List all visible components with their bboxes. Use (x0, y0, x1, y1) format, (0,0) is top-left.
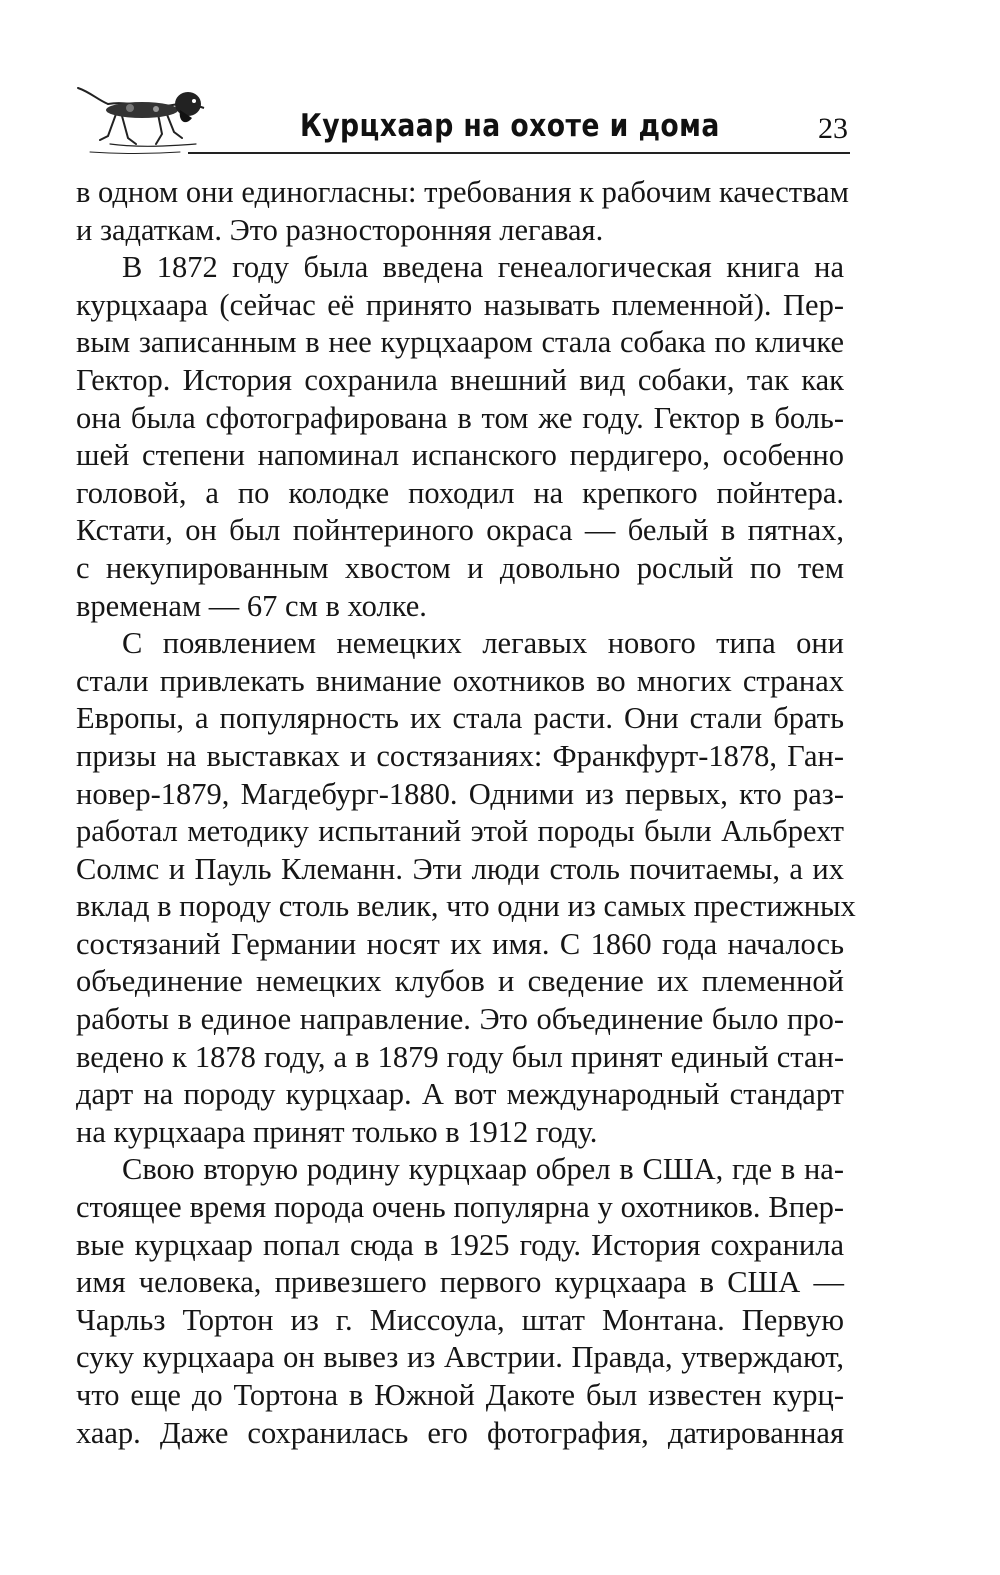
text-line: вклад в породу столь велик, что одни из самых престижных (76, 889, 856, 924)
text-line: Кстати, он был пойнтериного окраса — белый в пятнах, (76, 513, 844, 548)
text-line: Чарльз Тортон из г. Миссоула, штат Монтана. Первую (76, 1302, 844, 1337)
text-line: Солмс и Пауль Клеманн. Эти люди столь почитаемы, а их (76, 851, 844, 886)
text-line: вым записанным в нее курцхааром стала собака по кличке (76, 325, 844, 360)
text-line: Свою вторую родину курцхаар обрел в США, где в на- (122, 1152, 844, 1187)
page-number: 23 (818, 112, 848, 145)
text-line: в одном они единогласны: требования к рабочим качествам (76, 175, 849, 209)
paragraph (76, 1151, 844, 1452)
text-line: она была сфотографирована в том же году. Гектор в боль- (76, 400, 844, 435)
dog-illustration-icon (70, 74, 210, 160)
text-line: суку курцхаара он вывез из Австрии. Правда, утверждают, (76, 1340, 844, 1375)
text-line: временам — 67 см в холке. (76, 588, 427, 623)
text-line: курцхаара (сейчас её принято называть племенной). Пер- (76, 287, 844, 322)
text-line: дарт на породу курцхаар. А вот международный стандарт (76, 1077, 844, 1112)
text-line: на курцхаара принят только в 1912 году. (76, 1114, 598, 1149)
text-line: работы в единое направление. Это объединение было про- (76, 1002, 844, 1037)
text-line: С появлением немецких легавых нового типа они (122, 626, 844, 661)
text-line: В 1872 году была введена генеалогическая книга на (122, 250, 844, 285)
text-line: шей степени напоминал испанского пердигеро, особенно (76, 438, 844, 473)
text-line: с некупированным хвостом и довольно рослый по тем (76, 550, 844, 585)
text-line: новер-1879, Магдебург-1880. Одними из первых, кто раз- (76, 776, 844, 811)
header-rule (188, 152, 850, 154)
text-line: стали привлекать внимание охотников во многих странах (76, 663, 844, 698)
text-line: что еще до Тортона в Южной Дакоте был известен курц- (76, 1378, 844, 1412)
paragraph (76, 249, 844, 625)
text-line: призы на выставках и состязаниях: Франкфурт-1878, Ган- (76, 738, 844, 773)
body-text (76, 174, 856, 1452)
text-line: работал методику испытаний этой породы были Альбрехт (76, 814, 844, 849)
text-line: вые курцхаар попал сюда в 1925 году. История сохранила (76, 1227, 844, 1262)
text-line: состязаний Германии носят их имя. С 1860 года началось (76, 926, 844, 961)
text-line: Европы, а популярность их стала расти. Они стали брать (76, 701, 844, 736)
running-title: Курцхаар на охоте и дома (300, 108, 720, 144)
paragraph (76, 625, 856, 1151)
paragraph (76, 174, 849, 249)
text-line: головой, а по колодке походил на крепкого пойнтера. (76, 475, 844, 510)
text-line: стоящее время порода очень популярна у охотников. Впер- (76, 1190, 844, 1225)
page-header (70, 70, 850, 160)
text-line: и задаткам. Это разносторонняя легавая. (76, 212, 604, 247)
text-line: Гектор. История сохранила внешний вид собаки, так как (76, 362, 844, 397)
text-line: хаар. Даже сохранилась его фотография, датированная (76, 1415, 844, 1450)
text-line: имя человека, привезшего первого курцхаара в США — (76, 1265, 844, 1300)
text-line: ведено к 1878 году, а в 1879 году был принят единый стан- (76, 1039, 844, 1074)
text-line: объединение немецких клубов и сведение их племенной (76, 964, 844, 999)
